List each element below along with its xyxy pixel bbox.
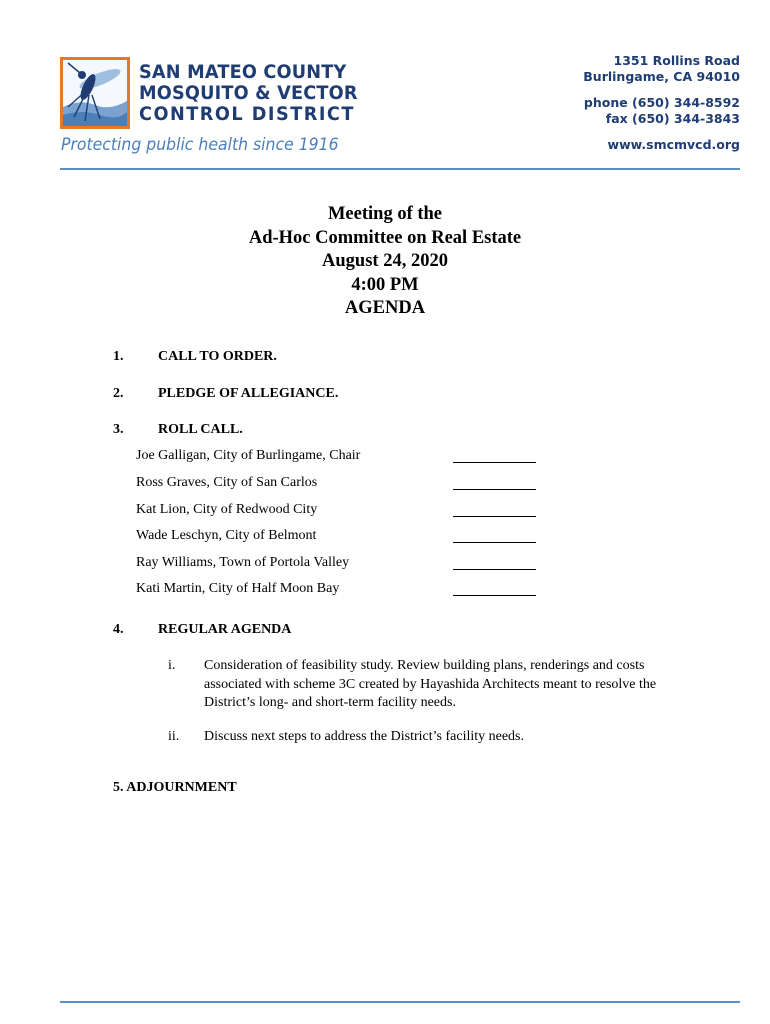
- title-line5: AGENDA: [344, 298, 426, 318]
- org-name-line2: MOSQUITO & VECTOR: [139, 82, 358, 104]
- roll-call-member: Joe Galligan, City of Burlingame, Chair: [136, 448, 361, 463]
- agenda-item-number: 3.: [113, 422, 124, 437]
- organization-name: [139, 62, 358, 125]
- attendance-blank: [453, 595, 536, 596]
- agenda-item-adjournment: 5. ADJOURNMENT: [113, 780, 237, 795]
- item-description: Discuss next steps to address the District’s facility needs.: [204, 729, 524, 744]
- roll-call-member: Ray Williams, Town of Portola Valley: [136, 555, 350, 570]
- meeting-title: [0, 203, 770, 321]
- header-divider: [60, 168, 740, 170]
- district-logo: [60, 57, 130, 129]
- attendance-blank: [453, 516, 536, 517]
- org-name-line3: CONTROL DISTRICT: [139, 103, 355, 125]
- phone-number: phone (650) 344-8592: [583, 95, 740, 110]
- attendance-blank: [453, 569, 536, 570]
- attendance-blank: [453, 542, 536, 543]
- address-line1: 1351 Rollins Road: [613, 53, 740, 68]
- mosquito-icon: [60, 57, 130, 129]
- title-line4: 4:00 PM: [351, 274, 419, 295]
- agenda-item-number: 1.: [113, 349, 124, 364]
- roll-call-member: Kati Martin, City of Half Moon Bay: [136, 581, 340, 596]
- agenda-item-label: ROLL CALL.: [158, 422, 243, 437]
- agenda-item-label: REGULAR AGENDA: [158, 622, 292, 637]
- attendance-blank: [453, 462, 536, 463]
- title-line3: August 24, 2020: [322, 251, 448, 271]
- footer-divider: [60, 1001, 740, 1003]
- agenda-item-number: 2.: [113, 386, 124, 401]
- roll-call-member: Wade Leschyn, City of Belmont: [136, 528, 317, 543]
- fax-number: fax (650) 344-3843: [605, 111, 740, 126]
- agenda-item-label: CALL TO ORDER.: [158, 349, 277, 364]
- roll-call-member: Ross Graves, City of San Carlos: [136, 475, 318, 490]
- agenda-item-number: 4.: [113, 622, 124, 637]
- website-link[interactable]: www.smcmvcd.org: [607, 137, 740, 152]
- agenda-item-label: PLEDGE OF ALLEGIANCE.: [158, 386, 339, 401]
- item-numeral: i.: [168, 658, 176, 673]
- title-line2: Ad-Hoc Committee on Real Estate: [248, 227, 522, 248]
- tagline: Protecting public health since 1916: [61, 135, 339, 154]
- roll-call-member: Kat Lion, City of Redwood City: [136, 502, 318, 517]
- attendance-blank: [453, 489, 536, 490]
- contact-block: [583, 53, 740, 153]
- org-name-line1: SAN MATEO COUNTY: [139, 61, 347, 83]
- item-description: Consideration of feasibility study. Review building plans, renderings and costs associated with scheme 3C created by Hayashida Architects meant to resolve the District’s long- and short-term facility needs.: [204, 658, 657, 710]
- address-line2: Burlingame, CA 94010: [583, 69, 740, 84]
- item-numeral: ii.: [168, 729, 180, 744]
- title-line1: Meeting of the: [327, 204, 443, 224]
